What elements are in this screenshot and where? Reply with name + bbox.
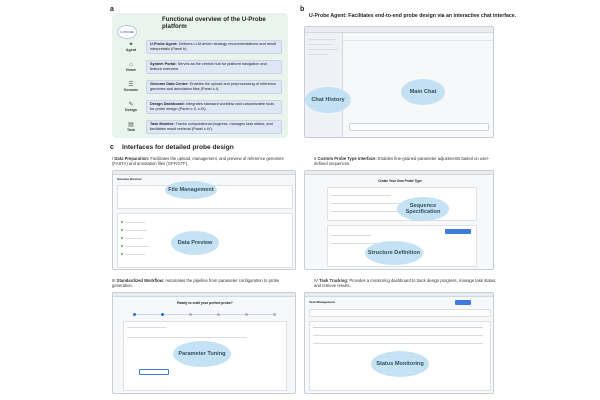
subpanel-i-num: I — [112, 156, 114, 161]
design-icon — [120, 99, 142, 115]
custom-probe-screenshot — [304, 170, 494, 270]
module-label: Agent — [125, 48, 137, 52]
module-description — [146, 40, 282, 54]
subpanel-iii-title: Standardized Workflow: — [116, 278, 165, 283]
module-glyph: ✦ — [128, 42, 134, 48]
panel-b-letter: b — [300, 6, 305, 13]
subpanel-iv-title: Task Tracking: — [319, 278, 349, 283]
module-label: Task — [127, 128, 135, 132]
agent-chat-screenshot — [304, 26, 494, 138]
genome-heading: Genome Browser — [117, 177, 142, 181]
module-row — [120, 39, 284, 55]
add-part-button[interactable] — [445, 229, 471, 234]
app-topbar — [305, 171, 493, 175]
data-preparation-screenshot — [112, 170, 296, 270]
workflow-heading: Ready to craft your perfect probe? — [177, 301, 233, 305]
module-name: U-Probe Agent: — [150, 42, 178, 47]
genome-icon — [120, 79, 142, 95]
module-description — [146, 120, 282, 134]
module-glyph: ☰ — [128, 82, 134, 88]
bubble-status-monitoring: Status Monitoring — [371, 351, 429, 377]
module-name: System Portal: — [150, 62, 177, 67]
chat-history-sidebar[interactable] — [305, 33, 343, 138]
module-desc: Integrates standard workflow and customizable tools for probe design (Panel c-II, c-III). — [150, 102, 275, 111]
subpanel-iv-desc: Provides a monitoring dashboard to track design progress, manage task status, and retrieve results. — [314, 278, 497, 289]
app-topbar — [113, 293, 295, 297]
app-topbar — [305, 293, 493, 297]
panel-a-card — [112, 13, 288, 138]
panel-c-title: Interfaces for detailed probe design — [122, 144, 234, 151]
bubble-structure-definition: Structure Definition — [365, 241, 423, 265]
bubble-file-management: File Management — [165, 181, 217, 199]
subpanel-iv-num: IV — [314, 278, 318, 283]
subpanel-ii-title: Custom Probe Type Interface: — [317, 156, 377, 161]
module-name: Task Monitor: — [150, 122, 175, 127]
module-label: Design — [125, 108, 137, 112]
logo-text: U-PROBE — [120, 30, 134, 34]
bubble-sequence-specification: Sequence Specification — [397, 197, 449, 221]
module-desc: Enables the upload and preprocessing of reference genomes and annotation files (Panel c-I). — [150, 82, 277, 91]
module-label: Home — [126, 68, 136, 72]
panel-a-title: Functional overview of the U-Probe platform — [162, 16, 266, 30]
module-row — [120, 59, 284, 75]
module-name: Design Dashboard: — [150, 102, 185, 107]
module-row — [120, 119, 284, 135]
custom-probe-heading: Create Your Own Probe Type — [378, 179, 422, 183]
module-description — [146, 100, 282, 114]
module-glyph: ▤ — [128, 122, 134, 128]
subpanel-iii-caption — [112, 278, 296, 288]
subpanel-i-caption — [112, 156, 296, 166]
module-glyph: ✎ — [128, 102, 134, 108]
panel-b-title: U-Probe Agent: Facilitates end-to-end probe design via an interactive chat interface. — [309, 13, 517, 19]
panel-c-letter: c — [110, 144, 114, 151]
module-row — [120, 99, 284, 115]
module-description — [146, 80, 282, 94]
home-icon — [120, 59, 142, 75]
module-row — [120, 79, 284, 95]
chat-header — [343, 33, 494, 41]
subpanel-i-desc: Facilitates the upload, management, and preview of reference genomes (FASTA) and annotation files (GFF/GTF). — [112, 156, 284, 167]
subpanel-iii-num: III — [112, 278, 116, 283]
bubble-parameter-tuning: Parameter Tuning — [173, 341, 231, 367]
module-desc: Delivers LLM-driven strategy recommendations and result interpretatio (Panel b). — [150, 42, 277, 51]
task-tracking-screenshot — [304, 292, 494, 394]
module-list — [120, 39, 284, 139]
module-label: Genome — [123, 88, 139, 92]
chat-input[interactable] — [349, 123, 489, 131]
subpanel-ii-caption — [314, 156, 500, 166]
module-glyph: ⌂ — [129, 62, 133, 68]
app-topbar — [113, 171, 295, 175]
agent-icon — [120, 39, 142, 55]
new-task-button[interactable] — [455, 300, 471, 305]
module-description — [146, 60, 282, 74]
task-filter-bar[interactable] — [309, 309, 491, 317]
task-icon — [120, 119, 142, 135]
subpanel-iii-desc: Automates the pipeline from parameter configuration to probe generation. — [112, 278, 280, 289]
subpanel-ii-desc: Enables fine-grained parameter adjustments based on user-defined sequences. — [314, 156, 490, 167]
parameter-input[interactable] — [139, 369, 169, 375]
panel-a-letter: a — [110, 6, 114, 13]
subpanel-ii-num: II — [314, 156, 317, 161]
subpanel-iv-caption — [314, 278, 500, 288]
bubble-chat-history: Chat History — [305, 87, 351, 113]
subpanel-i-title: Data Preparation: — [114, 156, 150, 161]
module-name: Genome Data Center: — [150, 82, 189, 87]
workflow-screenshot — [112, 292, 296, 394]
task-heading: Task Management — [309, 300, 335, 304]
module-desc: Serves as the central hub for platform navigation and feature overview. — [150, 62, 267, 71]
bubble-main-chat: Main Chat — [401, 79, 445, 105]
u-probe-logo — [117, 25, 137, 39]
module-desc: Tracks computational progress, manages task status, and facilitates result retrieval (Panel c-IV). — [150, 122, 273, 131]
bubble-data-preview: Data Preview — [171, 231, 219, 255]
